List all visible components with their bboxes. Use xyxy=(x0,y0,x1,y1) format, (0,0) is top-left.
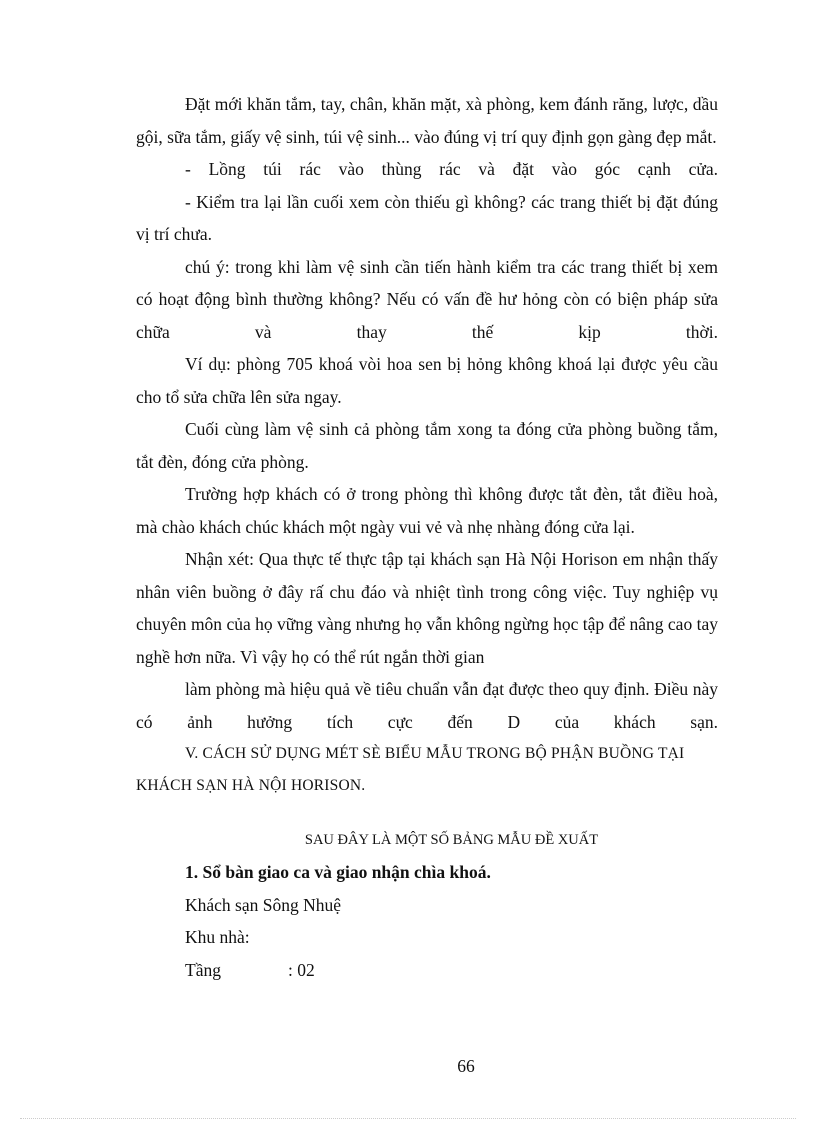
paragraph-finish-cleaning: Cuối cùng làm vệ sinh cả phòng tắm xong ta đóng cửa phòng buồng tắm, tắt đèn, đóng cửa phòng. xyxy=(136,419,718,472)
sub-heading: SAU ĐÂY LÀ MỘT SỐ BẢNG MẪU ĐỀ XUẤT xyxy=(304,832,599,848)
paragraph-restock-amenities: Đặt mới khăn tắm, tay, chân, khăn mặt, xà phòng, kem đánh răng, lược, dầu gội, sữa tắm, giấy vệ sinh, túi vệ sinh... vào đúng vị trí quy định gọn gàng đẹp mắt. xyxy=(136,94,718,147)
paragraph-guest-present: Trường hợp khách có ở trong phòng thì không được tắt đèn, tắt điều hoà, mà chào khách chúc khách một ngày vui vẻ và nhẹ nhàng đóng cửa lại. xyxy=(136,484,718,537)
section-heading: V. CÁCH SỬ DỤNG MÉT SÈ BIỂU MẪU TRONG BỘ PHẬN BUỒNG TẠI KHÁCH SẠN HÀ NỘI HORISON. xyxy=(136,745,685,794)
paragraph-note-equipment: chú ý: trong khi làm vệ sinh cần tiến hành kiểm tra các trang thiết bị xem có hoạt động bình thường không? Nếu có vấn đề hư hỏng còn có biện pháp sửa chữa và thay thế kịp thời. xyxy=(136,256,718,342)
page-bottom-border xyxy=(20,1118,796,1119)
paragraph-final-check: - Kiểm tra lại lần cuối xem còn thiếu gì không? các trang thiết bị đặt đúng vị trí chưa. xyxy=(136,191,718,244)
paragraph-trash-bag: - Lồng túi rác vào thùng rác và đặt vào góc cạnh cửa. xyxy=(185,159,718,179)
form-area-line: Khu nhà: xyxy=(185,927,250,947)
form-hotel-line: Khách sạn Sông Nhuệ xyxy=(185,894,342,915)
paragraph-example-room: Ví dụ: phòng 705 khoá vòi hoa sen bị hỏng không khoá lại được yêu cầu cho tổ sửa chữa lên sửa ngay. xyxy=(136,354,718,407)
page-number: 66 xyxy=(457,1056,475,1076)
form-floor-label: Tầng xyxy=(185,959,221,980)
form-floor-line xyxy=(136,954,718,987)
form-floor-value: : 02 xyxy=(287,959,315,980)
page-content xyxy=(136,88,718,986)
paragraph-observation-continued: làm phòng mà hiệu quả về tiêu chuẩn vẫn đạt được theo quy định. Điều này có ảnh hưởng tích cực đến D của khách sạn. xyxy=(136,679,718,732)
item-title: 1. Sổ bàn giao ca và giao nhận chìa khoá. xyxy=(185,862,491,882)
paragraph-observation: Nhận xét: Qua thực tế thực tập tại khách sạn Hà Nội Horison em nhận thấy nhân viên buồng ở đây rấ chu đáo và nhiệt tình trong công việc. Tuy nghiệp vụ chuyên môn của họ vững vàng nhưng họ vẫn không ngừng học tập để nâng cao tay nghề hơn nữa. Vì vậy họ có thể rút ngắn thời gian xyxy=(136,549,718,667)
